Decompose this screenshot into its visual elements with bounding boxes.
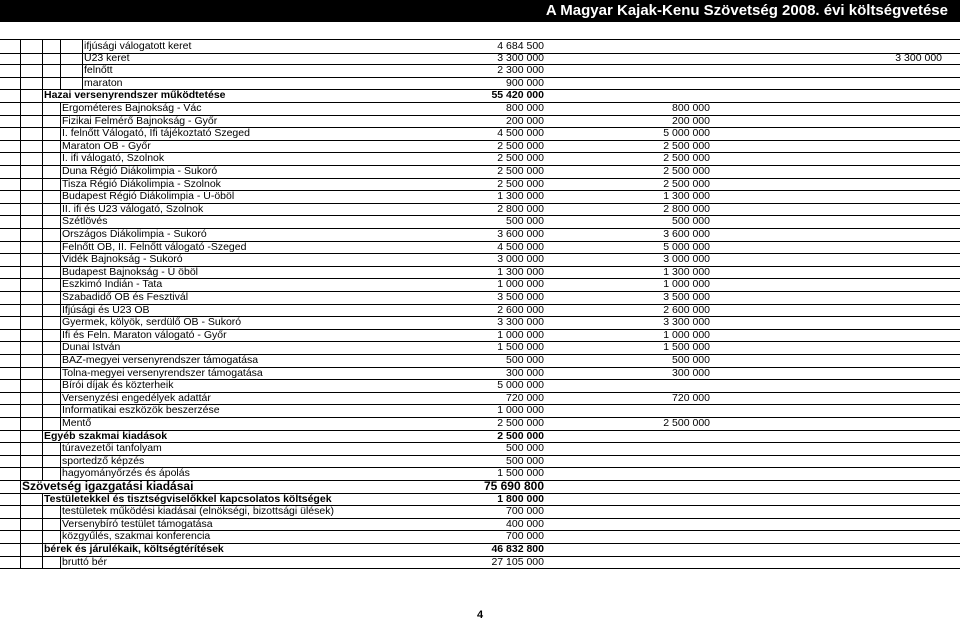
value-planned: 900 000	[506, 76, 544, 89]
table-row	[0, 190, 960, 204]
value-planned: 1 800 000	[497, 492, 544, 505]
table-row	[0, 354, 960, 368]
row-label: BAZ-megyei versenyrendszer támogatása	[62, 354, 259, 366]
table-row	[0, 518, 960, 532]
value-planned: 500 000	[506, 454, 544, 467]
value-planned: 3 600 000	[497, 228, 544, 240]
table-row	[0, 417, 960, 431]
page-title: A Magyar Kajak-Kenu Szövetség 2008. évi költségvetése	[545, 2, 948, 19]
table-row	[0, 442, 960, 456]
table-row	[0, 556, 960, 570]
row-label: Mentő	[62, 417, 92, 429]
value-secondary: 2 600 000	[663, 303, 710, 316]
table-row	[0, 115, 960, 129]
value-planned: 2 500 000	[497, 177, 544, 190]
value-secondary: 3 600 000	[663, 228, 710, 240]
row-label: ifjúsági válogatott keret	[84, 40, 192, 52]
row-label: Tisza Régió Diákolimpia - Szolnok	[62, 177, 221, 190]
row-label: Szabadidő OB és Fesztivál	[62, 291, 189, 303]
value-secondary: 720 000	[672, 391, 710, 404]
table-row	[0, 505, 960, 519]
value-secondary: 5 000 000	[663, 127, 710, 140]
value-secondary: 3 500 000	[663, 291, 710, 303]
value-secondary: 1 300 000	[663, 265, 710, 278]
value-secondary: 1 500 000	[663, 341, 710, 354]
value-secondary: 300 000	[672, 366, 710, 379]
table-row	[0, 480, 960, 494]
row-label: Egyéb szakmai kiadások	[44, 429, 168, 442]
table-row	[0, 291, 960, 305]
row-label: Informatikai eszközök beszerzése	[62, 404, 220, 417]
value-planned: 4 500 000	[497, 240, 544, 253]
row-label: Szétlövés	[62, 215, 108, 228]
row-label: Maraton OB - Győr	[62, 139, 151, 152]
value-secondary: 3 000 000	[663, 253, 710, 266]
value-planned: 3 500 000	[497, 291, 544, 303]
row-label: II. ifi és U23 válogató, Szolnok	[62, 202, 204, 215]
row-label: hagyományőrzés és ápolás	[62, 467, 190, 480]
table-row	[0, 392, 960, 406]
row-label: Budapest Régió Diákolimpia - Ú-öböl	[62, 190, 235, 203]
value-planned: 1 500 000	[497, 467, 544, 480]
value-planned: 1 500 000	[497, 341, 544, 354]
row-label: Versenyzési engedélyek adattár	[62, 391, 211, 404]
row-label: I. ifi válogató, Szolnok	[62, 152, 165, 165]
value-planned: 4 684 500	[497, 40, 544, 52]
row-label: Budapest Bajnokság - Ú öböl	[62, 265, 199, 278]
row-label: Eszkimó Indián - Tata	[62, 278, 163, 291]
value-planned: 500 000	[506, 354, 544, 366]
value-planned: 1 000 000	[497, 404, 544, 417]
table-row	[0, 404, 960, 418]
value-secondary: 500 000	[672, 354, 710, 366]
row-label: Ergométeres Bajnokság - Vác	[62, 102, 202, 114]
row-label: U23 keret	[84, 51, 130, 64]
value-planned: 300 000	[506, 366, 544, 379]
value-secondary: 2 800 000	[663, 202, 710, 215]
row-label: Ifi és Feln. Maraton válogató - Győr	[62, 328, 227, 341]
table-row	[0, 215, 960, 229]
value-planned: 27 105 000	[491, 555, 544, 568]
table-row	[0, 127, 960, 141]
value-planned: 400 000	[506, 517, 544, 530]
row-label: I. felnőtt Válogató, Ifi tájékoztató Szeged	[62, 127, 250, 140]
value-secondary: 800 000	[672, 102, 710, 114]
table-row	[0, 530, 960, 544]
table-row	[0, 543, 960, 557]
value-planned: 4 500 000	[497, 127, 544, 140]
value-planned: 2 600 000	[497, 303, 544, 316]
row-label: Felnőtt OB, II. Felnőtt válogató -Szeged	[62, 240, 247, 253]
table-row	[0, 316, 960, 330]
value-planned: 1 000 000	[497, 278, 544, 291]
table-row	[0, 52, 960, 66]
row-label: közgyűlés, szakmai konferencia	[62, 530, 211, 543]
value-secondary: 3 300 000	[663, 316, 710, 329]
row-label: Fizikai Felmérő Bajnokság - Győr	[62, 114, 218, 127]
value-tertiary: 3 300 000	[895, 51, 942, 64]
row-label: Bírói díjak és közterheik	[62, 379, 174, 392]
value-planned: 700 000	[506, 530, 544, 543]
value-planned: 2 500 000	[497, 165, 544, 177]
value-planned: 2 500 000	[497, 417, 544, 429]
table-row	[0, 304, 960, 318]
row-label: Duna Régió Diákolimpia - Sukoró	[62, 165, 218, 177]
row-label: Országos Diákolimpia - Sukoró	[62, 228, 207, 240]
value-secondary: 1 000 000	[663, 278, 710, 291]
table-row	[0, 379, 960, 393]
row-label: Ifjúsági és U23 OB	[62, 303, 150, 316]
value-secondary: 500 000	[672, 215, 710, 228]
table-row	[0, 341, 960, 355]
value-secondary: 1 000 000	[663, 328, 710, 341]
value-planned: 46 832 800	[491, 543, 544, 555]
value-secondary: 2 500 000	[663, 417, 710, 429]
table-row	[0, 102, 960, 116]
table-row	[0, 165, 960, 179]
table-row	[0, 278, 960, 292]
value-planned: 3 000 000	[497, 253, 544, 266]
table-row	[0, 253, 960, 267]
table-row	[0, 89, 960, 103]
value-planned: 700 000	[506, 505, 544, 518]
table-row	[0, 140, 960, 154]
table-row	[0, 329, 960, 343]
table-row	[0, 203, 960, 217]
value-planned: 800 000	[506, 102, 544, 114]
row-label: felnőtt	[84, 64, 113, 77]
table-row	[0, 77, 960, 91]
value-planned: 1 000 000	[497, 328, 544, 341]
page-title-bar	[0, 0, 960, 22]
value-planned: 500 000	[506, 442, 544, 455]
value-secondary: 200 000	[672, 114, 710, 127]
table-row	[0, 241, 960, 255]
row-label: testületek működési kiadásai (elnökségi, bizottsági ülések)	[62, 505, 334, 518]
row-label: Dunai István	[62, 341, 121, 354]
value-secondary: 2 500 000	[663, 152, 710, 165]
value-planned: 2 500 000	[497, 139, 544, 152]
table-row	[0, 266, 960, 280]
value-planned: 55 420 000	[491, 89, 544, 102]
value-secondary: 1 300 000	[663, 190, 710, 203]
row-label: Versenybíró testület támogatása	[62, 517, 213, 530]
row-label: Tolna-megyei versenyrendszer támogatása	[62, 366, 263, 379]
row-label: Testületekkel és tisztségviselőkkel kapcsolatos költségek	[44, 492, 332, 505]
value-planned: 2 300 000	[497, 64, 544, 77]
value-secondary: 5 000 000	[663, 240, 710, 253]
value-planned: 2 500 000	[497, 152, 544, 165]
value-planned: 5 000 000	[497, 379, 544, 392]
table-row	[0, 493, 960, 507]
value-planned: 3 300 000	[497, 316, 544, 329]
value-planned: 200 000	[506, 114, 544, 127]
row-label: bruttó bér	[62, 555, 107, 568]
table-row	[0, 152, 960, 166]
table-row	[0, 455, 960, 469]
row-label: túravezetői tanfolyam	[62, 442, 162, 455]
table-row	[0, 430, 960, 444]
value-planned: 75 690 800	[483, 479, 544, 493]
table-row	[0, 367, 960, 381]
value-planned: 2 500 000	[497, 429, 544, 442]
value-secondary: 2 500 000	[663, 165, 710, 177]
value-planned: 2 800 000	[497, 202, 544, 215]
value-planned: 3 300 000	[497, 51, 544, 64]
value-planned: 720 000	[506, 391, 544, 404]
row-label: bérek és járulékaik, költségtérítések	[44, 543, 224, 555]
row-label: Gyermek, kölyök, serdülő OB - Sukoró	[62, 316, 242, 329]
row-label: Szövetség igazgatási kiadásai	[22, 479, 194, 493]
row-label: Hazai versenyrendszer működtetése	[44, 89, 226, 102]
table-row	[0, 228, 960, 242]
value-planned: 500 000	[506, 215, 544, 228]
value-planned: 1 300 000	[497, 265, 544, 278]
row-label: Vidék Bajnokság - Sukoró	[62, 253, 183, 266]
page-number: 4	[476, 609, 484, 621]
value-secondary: 2 500 000	[663, 177, 710, 190]
table-row	[0, 64, 960, 78]
row-label: sportedző képzés	[62, 454, 145, 467]
value-secondary: 2 500 000	[663, 139, 710, 152]
value-planned: 1 300 000	[497, 190, 544, 203]
row-label: maraton	[84, 76, 123, 89]
